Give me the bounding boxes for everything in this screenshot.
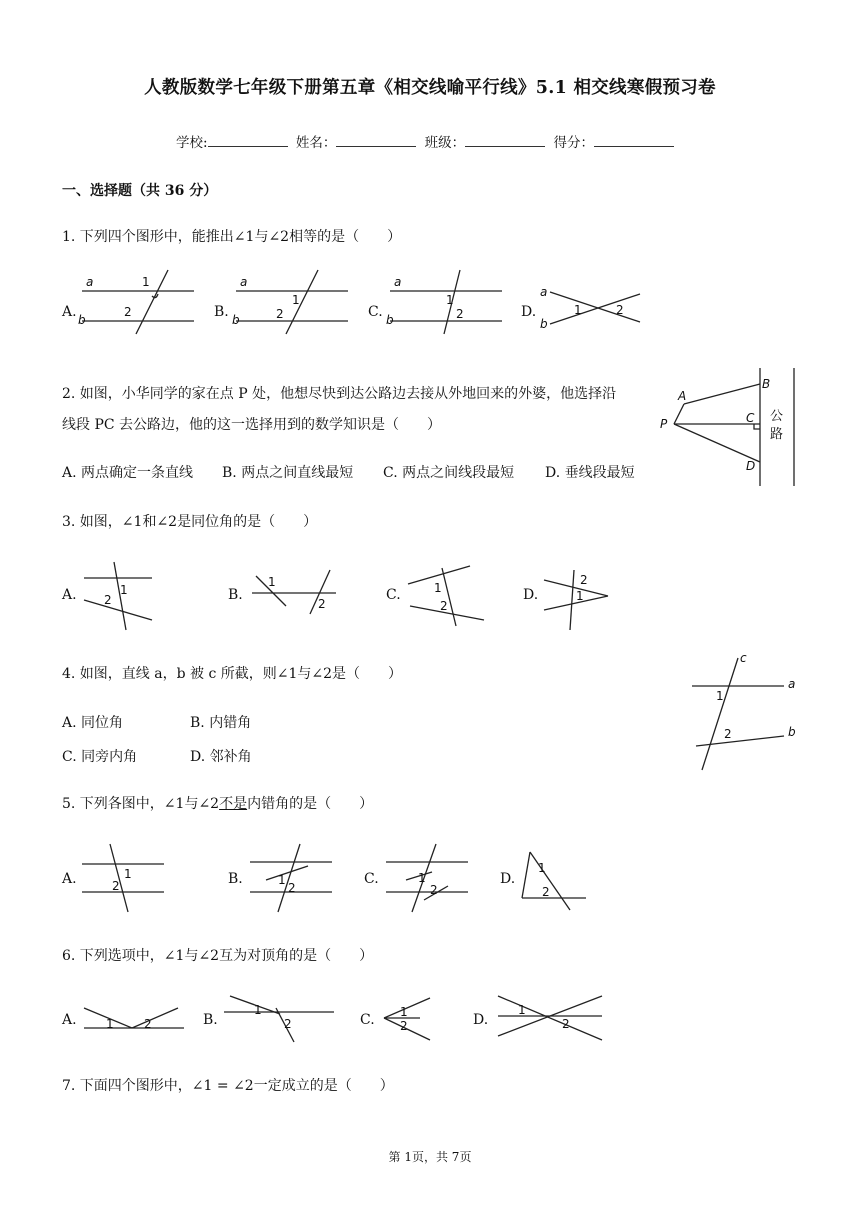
name-blank [336,134,416,147]
q3c-angle-2: 2 [440,599,448,613]
q5-stem-before: 5. 下列各图中，∠1与∠2 [62,796,220,812]
q2-label-D: D [746,459,756,473]
q6-option-b-label: B. [203,1012,218,1028]
q1a-label-b: b [78,313,86,327]
q1-option-b-label: B. [214,304,229,320]
q6-figure-d [494,992,608,1044]
school-label: 学校: [176,135,208,151]
question-6-stem: 6. 下列选项中，∠1与∠2互为对顶角的是（ ） [62,948,374,964]
q4-angle-1: 1 [716,689,724,703]
q6-option-c-label: C. [360,1012,375,1028]
q2-road-label-1: 公 [770,409,784,424]
q6-figure-b [222,992,338,1044]
q6c-angle-2: 2 [400,1019,408,1033]
q3-option-b-label: B. [228,587,243,603]
question-2-stem-line2: 线段 PC 去公路边，他的这一选择用到的数学知识是（ ） [62,417,442,433]
q5-figure-b [248,842,338,916]
q3-option-c-label: C. [386,587,401,603]
q5a-angle-1: 1 [124,867,132,881]
q1d-label-a: a [540,285,548,299]
q6a-angle-2: 2 [144,1017,152,1031]
q1d-angle-1: 1 [574,303,582,317]
q1a-label-a: a [86,275,94,289]
q5c-angle-2: 2 [430,883,438,897]
q4-label-c: c [740,651,747,665]
q1b-label-b: b [232,313,240,327]
q5-figure-d [516,846,590,910]
q3d-angle-2: 2 [580,573,588,587]
q1b-label-a: a [240,275,248,289]
q1b-angle-2: 2 [276,307,284,321]
q4-angle-2: 2 [724,727,732,741]
score-label: 得分： [553,135,594,151]
q3-figure-a [80,560,160,634]
question-1-stem: 1. 下列四个图形中，能推出∠1与∠2相等的是（ ） [62,229,402,245]
q2-label-B: B [762,377,771,391]
q1d-angle-2: 2 [616,303,624,317]
q3-option-d-label: D. [523,587,539,603]
q5-option-a-label: A. [62,871,77,887]
q4-option-a: A. 同位角 [62,715,124,731]
q3d-angle-1: 1 [576,589,584,603]
q4-figure [688,650,808,774]
class-blank [465,134,545,147]
q5b-angle-2: 2 [288,881,296,895]
q2-option-c: C. 两点之间线段最短 [383,465,515,481]
q5b-angle-1: 1 [278,873,286,887]
q2-road-figure [656,366,806,490]
q5d-angle-1: 1 [538,861,546,875]
q6b-angle-1: 1 [254,1003,262,1017]
page-footer: 第 1页，共 7页 [388,1150,472,1164]
question-7-stem: 7. 下面四个图形中，∠1 = ∠2一定成立的是（ ） [62,1078,394,1094]
q1-option-c-label: C. [368,304,383,320]
name-label: 姓名： [295,135,337,151]
q1-figure-a [78,266,198,336]
q2-label-A: A [678,389,687,403]
q5-figure-c [384,842,474,916]
q5c-angle-1: 1 [418,871,426,885]
section-heading: 一、选择题（共 36 分） [62,183,218,199]
q3b-angle-2: 2 [318,597,326,611]
q6a-angle-1: 1 [106,1017,114,1031]
school-blank [208,134,288,147]
class-label: 班级： [424,135,466,151]
q3-figure-d [540,566,614,632]
q1a-angle-1: 1 [142,275,150,289]
q3a-angle-1: 1 [120,583,128,597]
q6c-angle-1: 1 [400,1005,408,1019]
q1-figure-d [540,282,650,332]
q1d-label-b: b [540,317,548,331]
q5a-angle-2: 2 [112,879,120,893]
q2-option-a: A. 两点确定一条直线 [62,465,194,481]
score-blank [594,134,674,147]
q3-figure-b [250,566,340,618]
q5-stem-underlined: 不是 [219,796,248,812]
q5-figure-a [80,842,170,916]
q2-option-b: B. 两点之间直线最短 [222,465,354,481]
q5-option-b-label: B. [228,871,243,887]
q1c-angle-2: 2 [456,307,464,321]
q2-road-label-2: 路 [770,427,784,442]
q5-option-c-label: C. [364,871,379,887]
q3a-angle-2: 2 [104,593,112,607]
q3c-angle-1: 1 [434,581,442,595]
page-title: 人教版数学七年级下册第五章《相交线喻平行线》5.1 相交线寒假预习卷 [144,78,716,98]
q1c-label-a: a [394,275,402,289]
q1c-label-b: b [386,313,394,327]
q6-figure-a [80,1000,190,1034]
question-4-stem: 4. 如图，直线 a，b 被 c 所截，则∠1与∠2是（ ） [62,666,403,682]
q5d-angle-2: 2 [542,885,550,899]
q4-label-a: a [788,677,796,691]
q1c-angle-1: 1 [446,293,454,307]
q3-option-a-label: A. [62,587,77,603]
q6d-angle-1: 1 [518,1003,526,1017]
question-3-stem: 3. 如图，∠1和∠2是同位角的是（ ） [62,514,318,530]
q2-label-C: C [746,411,755,425]
q1a-angle-2: 2 [124,305,132,319]
q4-option-d: D. 邻补角 [190,749,252,765]
question-5-stem [62,793,373,813]
question-2-stem-line1: 2. 如图，小华同学的家在点 P 处，他想尽快到达公路边去接从外地回来的外婆，他选择沿 [62,386,617,402]
q6-option-d-label: D. [473,1012,489,1028]
q2-option-d: D. 垂线段最短 [545,465,635,481]
q3b-angle-1: 1 [268,575,276,589]
student-info-row [176,131,678,151]
q6d-angle-2: 2 [562,1017,570,1031]
q4-option-b: B. 内错角 [190,715,252,731]
q1-option-a-label: A. [62,304,77,320]
q4-option-c: C. 同旁内角 [62,749,138,765]
q3-figure-c [404,562,488,630]
q6-option-a-label: A. [62,1012,77,1028]
q1-option-d-label: D. [521,304,537,320]
q1b-angle-1: 1 [292,293,300,307]
q1-figure-b [232,266,352,336]
q6-figure-c [380,994,436,1046]
q5-option-d-label: D. [500,871,516,887]
q6b-angle-2: 2 [284,1017,292,1031]
q4-label-b: b [788,725,796,739]
q2-label-P: P [660,417,668,431]
q1-figure-c [386,266,506,336]
q5-stem-after: 内错角的是（ ） [247,796,374,812]
